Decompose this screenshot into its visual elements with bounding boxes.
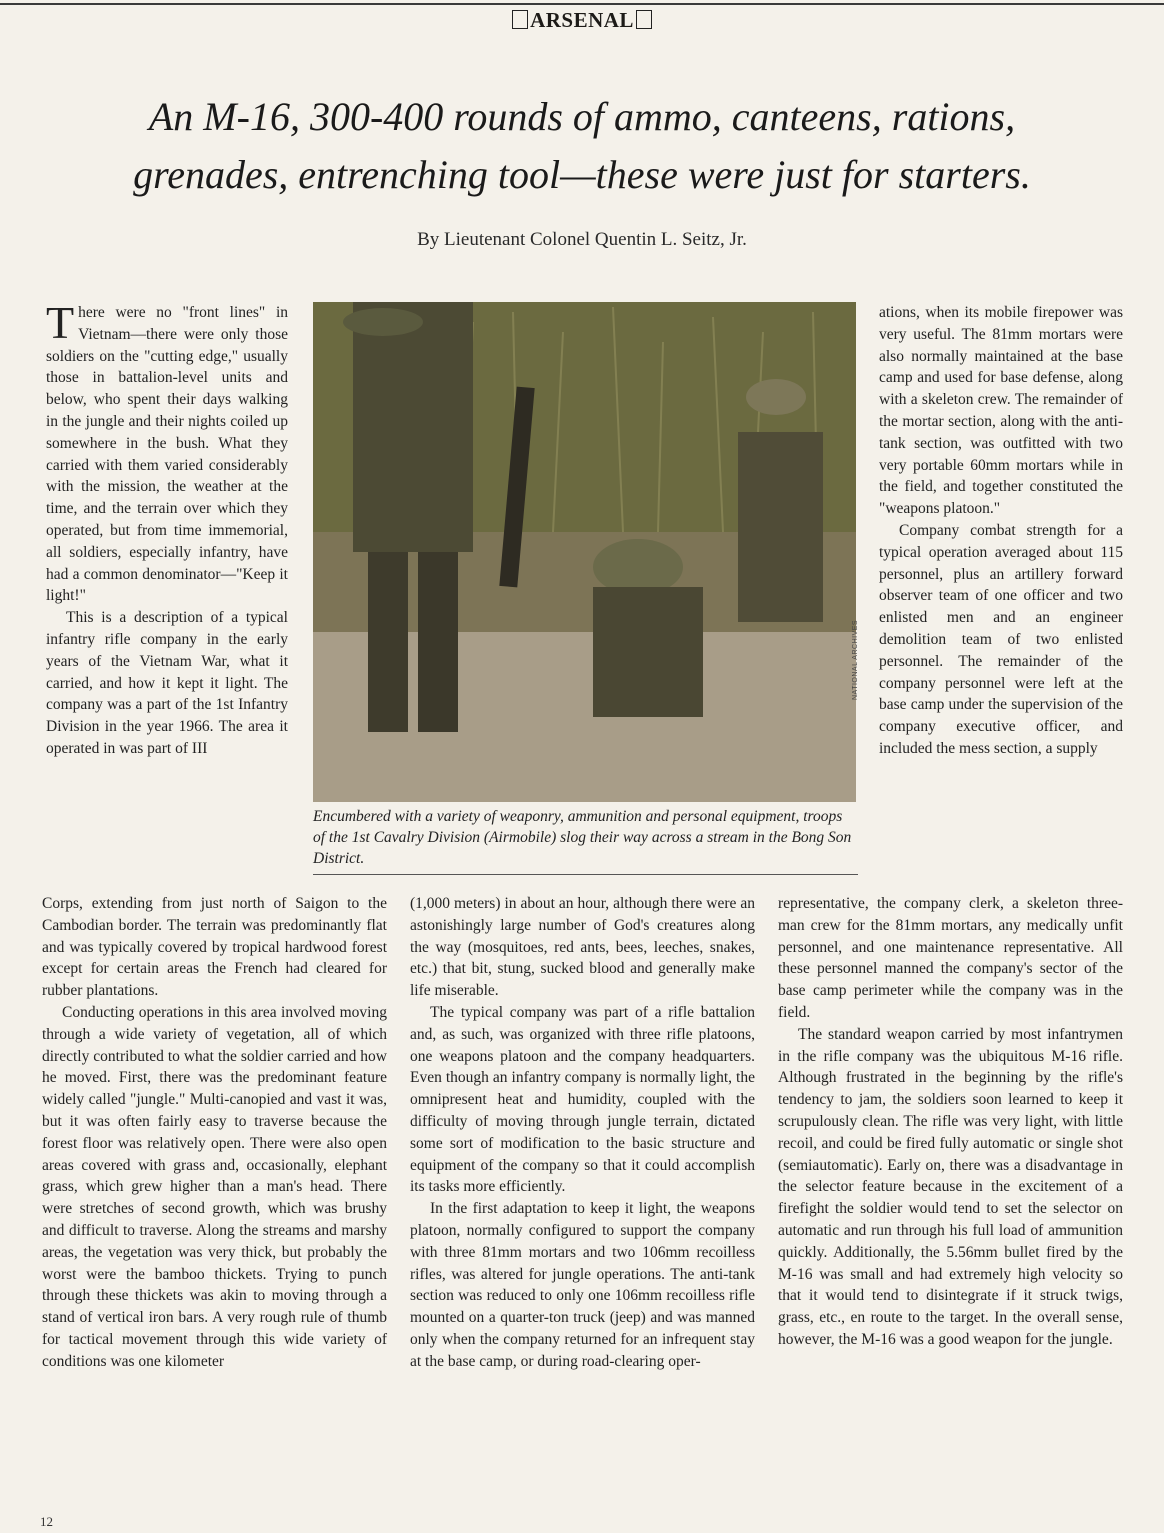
column-2-bottom [410, 893, 755, 1373]
photo-credit: NATIONAL ARCHIVES [852, 619, 859, 700]
paragraph [46, 297, 288, 607]
headline [30, 88, 1134, 204]
byline: By Lieutenant Colonel Quentin L. Seitz, Jr. [417, 229, 747, 250]
paragraph: In the first adaptation to keep it light, the weapons platoon, normally configured to support the company with three 81mm mortars and two 106mm recoilless rifles, was altered for jungle operations. The anti-tank section was reduced to only one 106mm recoilless rifle mounted on a quarter-ton truck (jeep) and was manned only when the company returned for an infrequent stay at the base camp, or during road-clearing oper- [410, 1200, 755, 1370]
photo-soldiers-crossing-stream [313, 302, 856, 802]
headline-line-1: An M-16, 300-400 rounds of ammo, canteens, rations, [148, 94, 1016, 139]
bracket-box-right [636, 10, 652, 29]
column-3-bottom [778, 893, 1123, 1351]
column-1-bottom [42, 893, 387, 1373]
top-rule [0, 3, 1164, 5]
paragraph: (1,000 meters) in about an hour, although there were an astonishingly large number of God's creatures along the way (mosquitoes, red ants, bees, leeches, snakes, etc.) that bit, stung, sucked blood and generally make life miserable. [410, 895, 755, 1000]
headline-line-2: grenades, entrenching tool—these were just for starters. [133, 152, 1031, 197]
photo-caption: Encumbered with a variety of weaponry, ammunition and personal equipment, troops of the 1st Cavalry Division (Airmobile) slog their way across a stream in the Bong Son District. [313, 808, 852, 867]
section-label: ARSENAL [530, 8, 634, 32]
paragraph: Corps, extending from just north of Saigon to the Cambodian border. The terrain was predominantly flat and was typically covered by tropical hardwood forest except for certain areas the French had cleared for rubber plantations. [42, 895, 387, 1000]
paragraph: Conducting operations in this area involved moving through a wide variety of vegetation, all of which directly contributed to what the soldier carried and how he moved. First, there was the predominant feature widely called "jungle." Multi-canopied and vast it was, but it was often fairly easy to traverse because the forest floor was relatively open. There were also open areas covered with grass and, occasionally, elephant grass, which grew higher than a man's head. There were stretches of second growth, which was brushy and difficult to traverse. Along the streams and marshy areas, the vegetation was very thick, but probably the worst were the bamboo thickets. Trying to punch through these thickets was akin to moving through a stand of vertical iron bars. A very rough rule of thumb for tactical movement through this wide variety of conditions was one kilometer [42, 1003, 387, 1370]
column-3-top [879, 302, 1123, 760]
page-number: 12 [40, 1514, 53, 1529]
paragraph: ations, when its mobile firepower was very useful. The 81mm mortars were also normally maintained at the base camp and used for base defense, along with a skeleton crew. The remainder of the mortar section, along with the anti-tank section, was outfitted with two very portable 60mm mortars while in the field, and together constituted the "weapons platoon." [879, 304, 1123, 518]
caption-rule [313, 874, 858, 875]
bracket-box-left [512, 10, 528, 29]
photo-illustration [313, 302, 856, 802]
drop-cap: T [46, 297, 75, 348]
paragraph: The typical company was part of a rifle battalion and, as such, was organized with three rifle platoons, one weapons platoon and the company headquarters. Even though an infantry company is normally light, the omnipresent heat and humidity, coupled with the difficulty of moving through jungle terrain, dictated some sort of modification to the basic structure and equipment of the company so that it could accomplish its tasks more efficiently. [410, 1003, 755, 1196]
paragraph: This is a description of a typical infantry rifle company in the early years of the Vietnam War, what it carried, and how it kept it light. The company was a part of the 1st Infantry Division in the year 1966. The area it operated in was part of III [46, 609, 288, 757]
paragraph: Company combat strength for a typical operation averaged about 115 personnel, plus an artillery forward observer team of one officer and two enlisted men and an engineer demolition team of two enlisted personnel. The remainder of the company personnel were left at the base camp under the supervision of the company executive officer, and included the mess section, a supply [879, 521, 1123, 757]
paragraph-text: here were no "front lines" in Vietnam—there were only those soldiers on the "cutting edge," usually those in battalion-level units and below, who spent their days walking in the jungle and their nights coiled up somewhere in the bush. What they carried with them varied considerably with the mission, the weather at the time, and the terrain over which they operated, but from time immemorial, all soldiers, especially infantry, have had a common denominator—"Keep it light!" [46, 304, 288, 605]
section-tag [0, 8, 1164, 33]
paragraph: The standard weapon carried by most infantrymen in the rifle company was the ubiquitous M-16 rifle. Although frustrated in the beginning by the rifle's tendency to jam, the soldiers soon learned to keep it scrupulously clean. The rifle was very light, with little recoil, and could be fired fully automatic or single shot (semiautomatic). Early on, there was a disadvantage in the selector feature because in the excitement of a firefight the soldier would tend to set the selector on automatic and run through his full load of ammunition quickly. Additionally, the 5.56mm bullet fired by the M-16 was small and had extremely high velocity so that it would tend to disintegrate if it struck twigs, grass, etc., en route to the target. In the overall sense, however, the M-16 was a good weapon for the jungle. [778, 1025, 1123, 1348]
paragraph: representative, the company clerk, a skeleton three-man crew for the 81mm mortars, any medically unfit personnel, and one maintenance representative. All these personnel manned the company's sector of the base camp perimeter while the company was in the field. [778, 895, 1123, 1021]
column-1-top [46, 297, 288, 760]
